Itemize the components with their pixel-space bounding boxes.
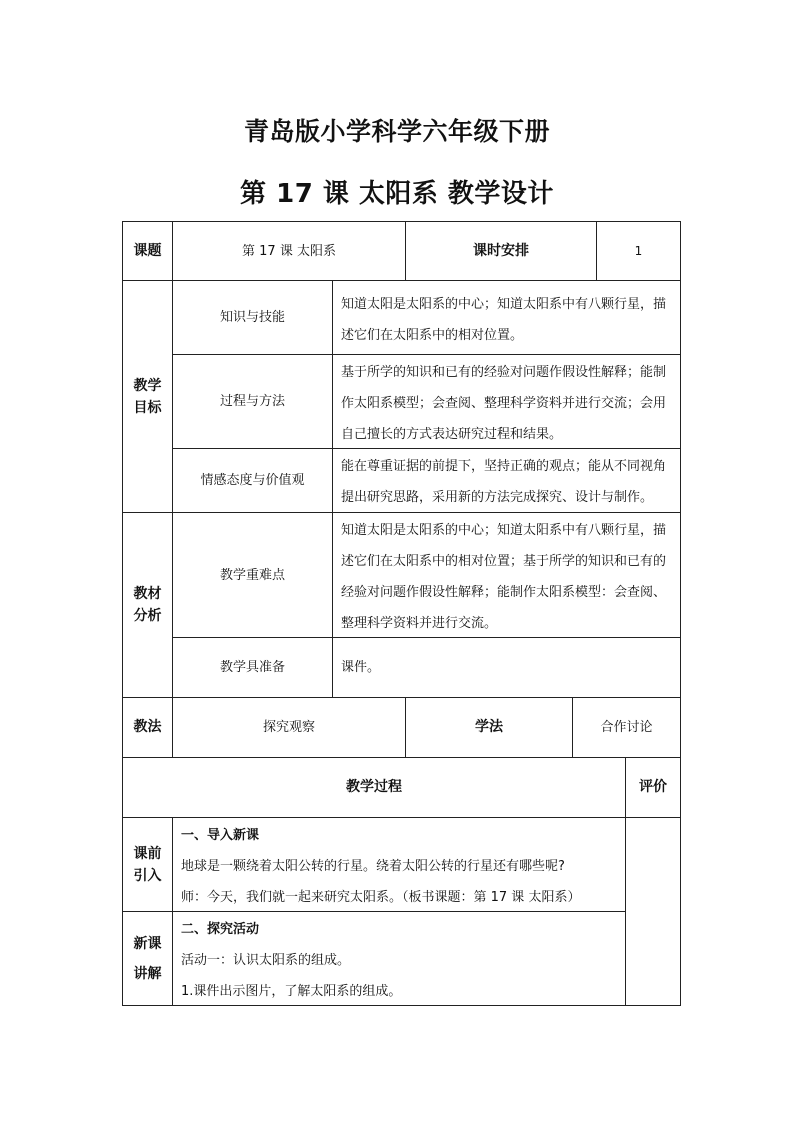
objectives-label-text: 教学目标	[133, 377, 162, 416]
section-label-new-text: 新课讲解	[133, 935, 162, 982]
section-label-new	[122, 911, 173, 1006]
analysis-name-materials: 教学具准备	[172, 637, 333, 698]
objective-name-attitude: 情感态度与价值观	[172, 448, 333, 513]
lesson-plan-table	[122, 221, 681, 1006]
process-header: 教学过程	[122, 757, 626, 818]
teach-method-value: 探究观察	[172, 697, 406, 758]
section-heading-intro: 一、导入新课	[181, 828, 260, 843]
section-heading-new: 二、探究活动	[181, 922, 260, 937]
section-content-intro	[172, 817, 626, 912]
hours-value: 1	[596, 221, 681, 281]
section-line: 1.课件出示图片，了解太阳系的组成。	[181, 984, 402, 999]
lesson-label: 课题	[122, 221, 173, 281]
teach-method-label: 教法	[122, 697, 173, 758]
analysis-text-materials: 课件。	[332, 637, 681, 698]
learn-method-value: 合作讨论	[572, 697, 681, 758]
evaluation-header: 评价	[625, 757, 681, 818]
document-subtitle: 第 17 课 太阳系 教学设计	[240, 179, 554, 209]
learn-method-label: 学法	[405, 697, 573, 758]
objective-name-knowledge: 知识与技能	[172, 280, 333, 355]
section-line: 师：今天，我们就一起来研究太阳系。（板书课题：第 17 课 太阳系）	[181, 890, 581, 905]
section-label-intro	[122, 817, 173, 912]
section-label-intro-text: 课前引入	[133, 845, 162, 884]
lesson-value: 第 17 课 太阳系	[172, 221, 406, 281]
objective-text-attitude: 能在尊重证据的前提下，坚持正确的观点；能从不同视角提出研究思路，采用新的方法完成探究、设计与制作。	[332, 448, 681, 513]
analysis-text-keypoints: 知道太阳是太阳系的中心；知道太阳系中有八颗行星，描述它们在太阳系中的相对位置；基于所学的知识和已有的经验对问题作假设性解释；能制作太阳系模型：会查阅、整理科学资料并进行交流。	[332, 512, 681, 638]
analysis-name-keypoints: 教学重难点	[172, 512, 333, 638]
objective-text-process: 基于所学的知识和已有的经验对问题作假设性解释；能制作太阳系模型；会查阅、整理科学资料并进行交流；会用自己擅长的方式表达研究过程和结果。	[332, 354, 681, 449]
analysis-label	[122, 512, 173, 698]
section-line: 地球是一颗绕着太阳公转的行星。绕着太阳公转的行星还有哪些呢?	[181, 859, 565, 874]
analysis-label-text: 教材分析	[133, 586, 162, 624]
document-title: 青岛版小学科学六年级下册	[243, 117, 550, 146]
objectives-label	[122, 280, 173, 513]
section-content-new	[172, 911, 626, 1006]
objective-name-process: 过程与方法	[172, 354, 333, 449]
objective-text-knowledge: 知道太阳是太阳系的中心；知道太阳系中有八颗行星，描述它们在太阳系中的相对位置。	[332, 280, 681, 355]
hours-label: 课时安排	[405, 221, 597, 281]
evaluation-cell	[625, 817, 681, 1006]
section-line: 活动一：认识太阳系的组成。	[181, 953, 351, 968]
